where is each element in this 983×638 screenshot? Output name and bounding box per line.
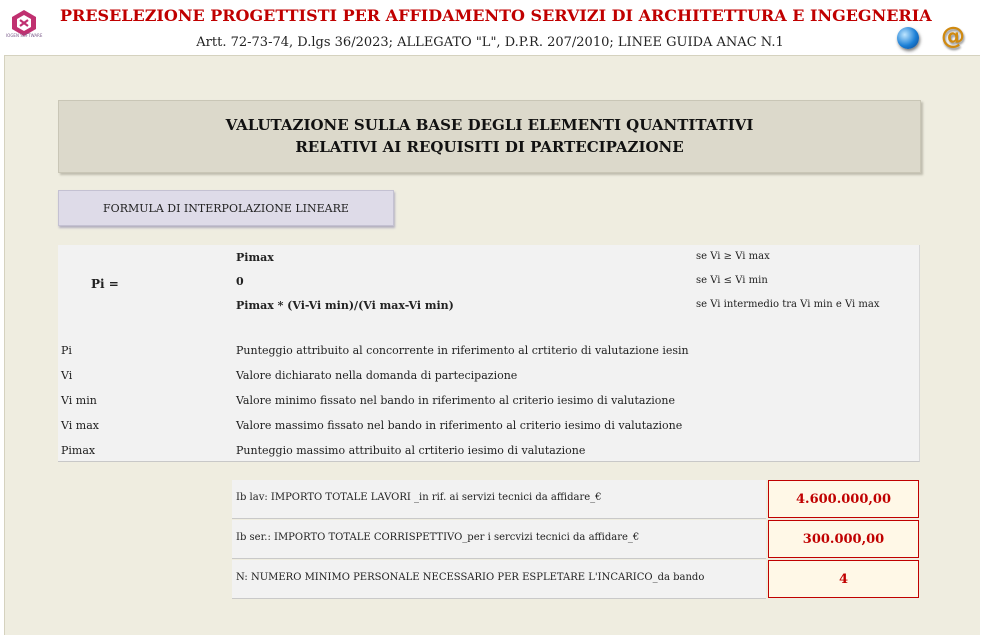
formula-box xyxy=(58,245,920,462)
page-subtitle: Artt. 72-73-74, D.lgs 36/2023; ALLEGATO "L", D.P.R. 207/2010; LINEE GUIDA ANAC N.1 xyxy=(196,35,784,50)
formula-case-cond: se Vi ≤ Vi min xyxy=(696,275,768,286)
formula-lhs: Pi = xyxy=(91,277,119,291)
section-banner xyxy=(58,100,921,173)
input-row-importo-lavori xyxy=(232,480,766,519)
legend-desc: Punteggio massimo attribuito al crtiterio iesimo di valutazione xyxy=(236,444,586,457)
input-label: Ib ser.: IMPORTO TOTALE CORRISPETTIVO_per i sercvizi tecnici da affidare_€ xyxy=(236,532,640,543)
input-row-numero-personale xyxy=(232,560,766,599)
input-label: Ib lav: IMPORTO TOTALE LAVORI _in rif. ai servizi tecnici da affidare_€ xyxy=(236,492,602,503)
input-label: N: NUMERO MINIMO PERSONALE NECESSARIO PER ESPLETARE L'INCARICO_da bando xyxy=(236,572,705,583)
email-at-icon[interactable]: @ xyxy=(941,22,965,50)
formula-case-expr: Pimax xyxy=(236,251,274,264)
formula-case-expr: Pimax * (Vi-Vi min)/(Vi max-Vi min) xyxy=(236,299,454,312)
legend-desc: Valore massimo fissato nel bando in riferimento al criterio iesimo di valutazione xyxy=(236,419,683,432)
logo-icon xyxy=(6,8,43,46)
formula-interpolation-button[interactable]: FORMULA DI INTERPOLAZIONE LINEARE xyxy=(58,190,394,226)
logo-text: IOGEN SOFTWARE xyxy=(6,33,43,38)
input-table xyxy=(232,480,919,599)
legend-term: Pimax xyxy=(61,444,96,457)
header xyxy=(0,0,983,55)
formula-case-cond: se Vi ≥ Vi max xyxy=(696,251,770,262)
input-row-importo-corrispettivo xyxy=(232,520,766,559)
banner-line-1: VALUTAZIONE SULLA BASE DEGLI ELEMENTI QUANTITATIVI xyxy=(225,116,754,134)
numero-personale-field[interactable]: 4 xyxy=(768,560,919,598)
page-title: PRESELEZIONE PROGETTISTI PER AFFIDAMENTO SERVIZI DI ARCHITETTURA E INGEGNERIA xyxy=(60,6,932,25)
globe-icon[interactable] xyxy=(897,27,919,49)
legend-desc: Valore minimo fissato nel bando in riferimento al criterio iesimo di valutazione xyxy=(236,394,675,407)
formula-case-cond: se Vi intermedio tra Vi min e Vi max xyxy=(696,299,880,310)
banner-line-2: RELATIVI AI REQUISITI DI PARTECIPAZIONE xyxy=(295,138,684,156)
legend-term: Vi xyxy=(61,369,73,382)
formula-case-expr: 0 xyxy=(236,275,244,288)
importo-lavori-field[interactable]: 4.600.000,00 xyxy=(768,480,919,518)
legend-term: Pi xyxy=(61,344,72,357)
legend-term: Vi max xyxy=(61,419,99,432)
legend-term: Vi min xyxy=(61,394,97,407)
legend-desc: Punteggio attribuito al concorrente in riferimento al crtiterio di valutazione iesin xyxy=(236,344,689,357)
legend-desc: Valore dichiarato nella domanda di partecipazione xyxy=(236,369,518,382)
importo-corrispettivo-field[interactable]: 300.000,00 xyxy=(768,520,919,558)
